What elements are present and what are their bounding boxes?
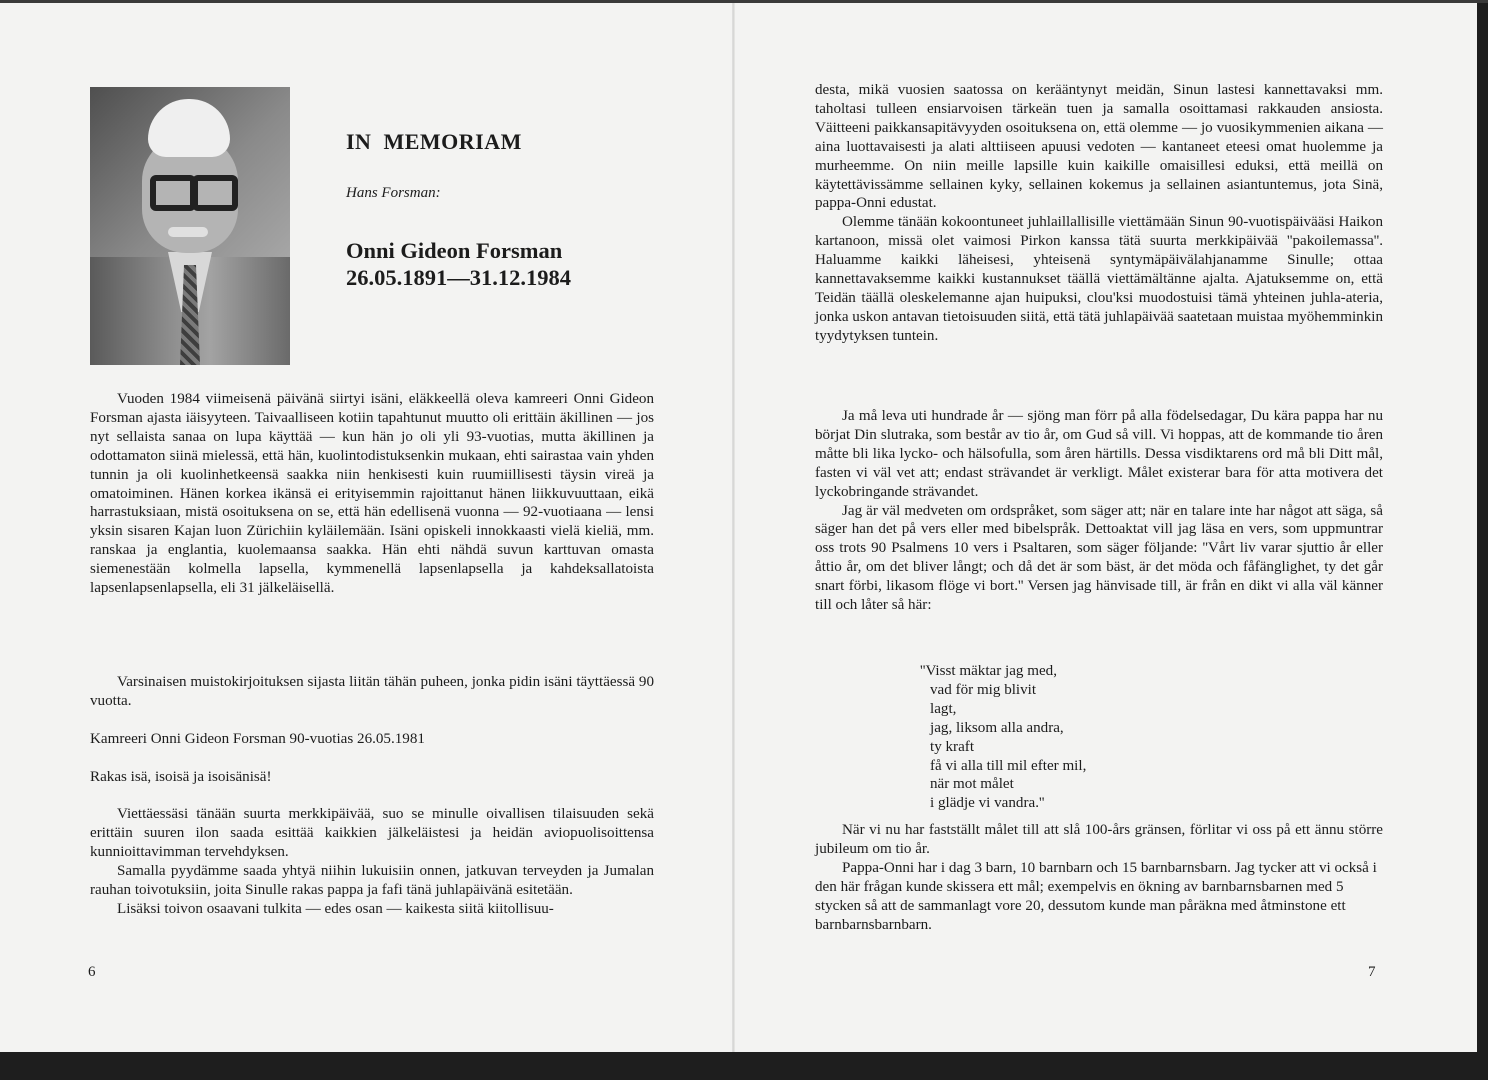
poem-line: ty kraft	[930, 738, 975, 755]
photo-glasses-right	[192, 175, 238, 211]
left-body-2	[90, 673, 654, 919]
paragraph: Pappa-Onni har i dag 3 barn, 10 barnbarn och 15 barnbarnsbarn. Jag tycker att vi också i den här frågan kunde skissera ett mål; exempelvis en ökning av barnbarnsbarnen med 5 stycken så att de sammanlagt vore 20, dessutom kunde man påräkna med åtminstone ett barnbarnsbarnbarn.	[815, 859, 1377, 933]
paragraph: Olemme tänään kokoontuneet juhlaillallisille viettämään Sinun 90-vuotispäivääsi Haikon kartanoon, missä olet vaimosi Pirkon kanssa tätä suurta merkkipäivää ''pakoilemassa''. Haluamme kaikki läheisesi, yhteisenä syntymäpäivälahjanamme Sinulle; ottaa kannettavaksemme kaikki kustannukset täällä viettämältänne ajalta. Ajatuksemme on, että Teidän täällä oleskelemanne ajan huipuksi, clou'ksi muodostuisi tämä yhteinen juhla-ateria, jonka uskon antavan tietoisuuden siitä, että tätä juhlapäivää saatetaan muistaa myöhemminkin tyydytyksen tuntein.	[815, 214, 1383, 344]
right-page	[735, 3, 1477, 1052]
subject-name: Onni Gideon Forsman	[346, 238, 563, 263]
page-number-left: 6	[88, 964, 96, 980]
poem-line: ''Visst mäktar jag med,	[920, 663, 1057, 679]
subject-dates: 26.05.1891—31.12.1984	[346, 265, 571, 290]
portrait-photo	[90, 87, 290, 365]
paragraph: Varsinaisen muistokirjoituksen sijasta liitän tähän puheen, jonka pidin isäni täyttäessä 90 vuotta.	[90, 674, 654, 709]
salutation: Rakas isä, isoisä ja isoisänisä!	[90, 768, 272, 785]
paragraph: Jag är väl medveten om ordspråket, som säger att; när en talare inte har något att säga, så säger han det på vers eller med bibelspråk. Dettoaktat vill jag läsa en vers, som uppmuntrar oss trots 90 Psalmens 10 vers i Psaltaren, som säger följande: ''Vårt liv varar sjuttio år eller åttio år, om det bliver långt; och då det är som bäst, är det möda och fåfänglighet, ty det går snart förbi, likasom flöge vi bort.'' Versen jag hänvisade till, är från en dikt vi alla väl känner till och låter så här:	[815, 502, 1383, 614]
right-body-1	[815, 81, 1383, 346]
author-byline: Hans Forsman:	[346, 185, 441, 201]
poem-line: få vi alla till mil efter mil,	[930, 757, 1087, 774]
paragraph: desta, mikä vuosien saatossa on kerääntynyt meidän, Sinun lastesi kannettavaksi mm. taholtasi tulleen ensiarvoisen tärkeän tuen ja samalla osoittamasi rakkauden ansiosta. Väitteeni paikkansapitävyyden osoituksena on, että olemme — jo vuosikymmenien aikana — aina luottavaisesti ja alati alttiiseen apuusi vedoten — kantaneet eteesi omat huolemme ja murheemme. On niin meille lapsille kuin kaikille omaisillesi eduksi, että meillä on käytettävissämme sellainen kyky, sellainen kokemus ja sellainen asiantuntemus, jota Sinä, pappa-Onni edustat.	[815, 82, 1383, 212]
paragraph: När vi nu har fastställt målet till att slå 100-års gränsen, förlitar vi oss på ett ännu större jubileum om tio år.	[815, 822, 1383, 857]
poem-line: lagt,	[930, 700, 957, 717]
left-body-1	[90, 390, 654, 598]
photo-hair	[148, 99, 230, 157]
subject-title	[346, 237, 571, 291]
left-page	[0, 3, 733, 1052]
page-heading: IN MEMORIAM	[346, 129, 522, 154]
book-spread	[0, 3, 1477, 1052]
speech-title: Kamreeri Onni Gideon Forsman 90-vuotias 26.05.1981	[90, 730, 425, 747]
page-number-right: 7	[1368, 964, 1376, 980]
right-body-3	[815, 821, 1383, 934]
poem-line: vad för mig blivit	[930, 681, 1037, 698]
paragraph: Samalla pyydämme saada yhtyä niihin lukuisiin onnen, jatkuvan terveyden ja Jumalan rauhan toivotuksiin, joita Sinulle rakas pappa ja fafi tänä juhlapäivänä esitetään.	[90, 863, 654, 898]
poem-line: jag, liksom alla andra,	[930, 719, 1064, 736]
photo-glasses-left	[150, 175, 196, 211]
poem-line: när mot målet	[930, 776, 1014, 793]
poem	[920, 662, 1087, 813]
photo-mustache	[168, 227, 208, 237]
paragraph: Vuoden 1984 viimeisenä päivänä siirtyi isäni, eläkkeellä oleva kamreeri Onni Gideon Forsman ajasta iäisyyteen. Taivaalliseen kotiin tapahtunut muutto oli erittäin äkillinen — jos nyt sellaista sanaa on lupa käyttää — kun hän jo oli yli 93-vuotias, mutta äkillinen ja odottamaton siinä mielessä, että hän, kuolintodistuksenkin mukaan, ehti sairastaa vain yhden tunnin ja oli kuolinhetkeensä saakka niin henkisesti kuin ruumiillisesti täysin vireä ja omatoiminen. Hänen korkea ikänsä ei erityisemmin rajoittanut hänen liikkuvuuttaan, eikä harrastuksiaan, mistä osoituksena on se, että hän edellisenä vuonna — 92-vuotiaana — lensi yksin sisaren Kajan luon Zürichiin kyläilemään. Isäni opiskeli innokkaasti vielä kieliä, mm. ranskaa ja englantia, kuolemaansa saakka. Hän ehti nähdä suvun karttuvan omasta siemenestään kolmella lapsella, kymmenellä lapsenlapsella ja kahdeksallatoista lapsenlapsenlapsella, eli 31 jälkeläisellä.	[90, 391, 654, 597]
poem-line: i glädje vi vandra.''	[930, 795, 1045, 812]
paragraph: Ja må leva uti hundrade år — sjöng man förr på alla födelsedagar, Du kära pappa har nu börjat Din slutraka, som består av tio år, om Gud så vill. Vi hoppas, att de kommande tio åren måtte bli lika lycko- och hälsofulla, som åren härtills. Dessa visdiktarens ord må bli Ditt mål, fasten vi väl vet att; endast strävandet är verkligt. Målet existerar bara för atta motivera det lyckobringande strävandet.	[815, 408, 1383, 500]
paragraph: Lisäksi toivon osaavani tulkita — edes osan — kaikesta siitä kiitollisuu-	[117, 900, 554, 917]
paragraph: Viettäessäsi tänään suurta merkkipäivää, suo se minulle oivallisen tilaisuuden sekä erittäin suuren ilon saada esittää kaikkien jälkeläistesi ja heidän aviopuolisoittensa kunnioittavimman tervehdyksen.	[90, 806, 654, 861]
right-body-2	[815, 407, 1383, 615]
